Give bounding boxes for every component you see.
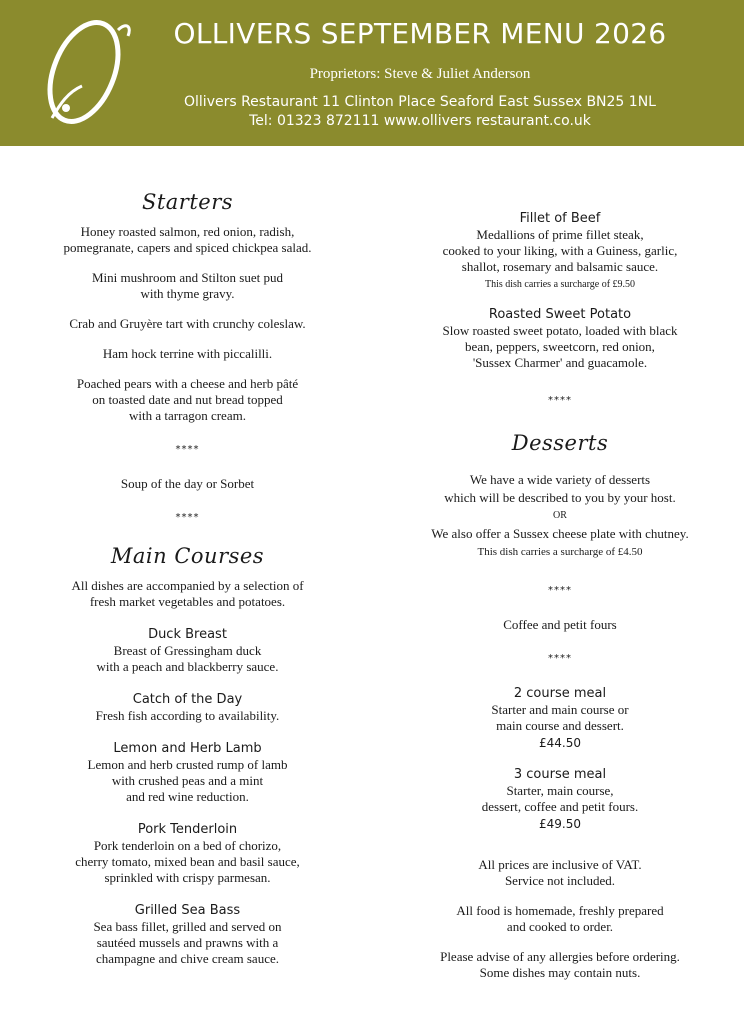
address-block — [140, 93, 700, 131]
proprietors-line: Proprietors: Steve & Juliet Anderson — [309, 66, 531, 82]
footer-note: All prices are inclusive of VAT. Service not included. — [478, 857, 642, 888]
soup-line: Soup of the day or Sorbet — [120, 476, 255, 491]
starter-item: Mini mushroom and Stilton suet pud with thyme gravy. — [91, 270, 284, 301]
address-line: Ollivers Restaurant 11 Clinton Place Seaford East Sussex BN25 1NL — [184, 94, 656, 110]
meal-name: 3 course meal — [513, 767, 607, 782]
separator: **** — [548, 395, 572, 406]
right-column — [400, 210, 720, 981]
dish-name: Pork Tenderloin — [137, 822, 238, 837]
ollivers-logo-icon — [22, 8, 142, 136]
dish-name: Lemon and Herb Lamb — [113, 741, 262, 756]
dish-desc: Sea bass fillet, grilled and served on sautéed mussels and prawns with a champagne and chive cream sauce. — [93, 919, 282, 966]
footer-note: All food is homemade, freshly prepared and cooked to order. — [456, 903, 664, 934]
mains-intro: All dishes are accompanied by a selection of fresh market vegetables and potatoes. — [71, 578, 304, 609]
coffee-line: Coffee and petit fours — [503, 617, 617, 632]
desserts-heading: Desserts — [511, 431, 609, 455]
surcharge-note: This dish carries a surcharge of £9.50 — [484, 279, 636, 290]
meal-price: £49.50 — [539, 817, 581, 831]
meal-price: £44.50 — [539, 736, 581, 750]
footer-note: Please advise of any allergies before ordering. Some dishes may contain nuts. — [440, 949, 680, 980]
dish-desc: Lemon and herb crusted rump of lamb with crushed peas and a mint and red wine reduction. — [87, 757, 288, 804]
separator: **** — [548, 653, 572, 664]
meal-desc: Starter, main course, dessert, coffee and petit fours. — [481, 783, 639, 814]
starter-item: Crab and Gruyère tart with crunchy coleslaw. — [69, 316, 306, 331]
contact-line: Tel: 01323 872111 www.ollivers restaurant.co.uk — [249, 113, 591, 129]
surcharge-note: This dish carries a surcharge of £4.50 — [477, 546, 643, 558]
left-column — [30, 190, 345, 967]
separator: **** — [548, 585, 572, 596]
cheese-plate-line: We also offer a Sussex cheese plate with chutney. — [431, 526, 689, 541]
dish-desc: Breast of Gressingham duck with a peach and blackberry sauce. — [96, 643, 279, 674]
dish-desc: Fresh fish according to availability. — [95, 708, 280, 723]
main-courses-heading: Main Courses — [110, 544, 265, 568]
separator: **** — [175, 444, 200, 455]
dish-name: Grilled Sea Bass — [134, 903, 241, 918]
dish-desc: Pork tenderloin on a bed of chorizo, cherry tomato, mixed bean and basil sauce, sprinkled with crispy parmesan. — [75, 838, 300, 885]
meal-desc: Starter and main course or main course and dessert. — [491, 702, 629, 733]
dish-desc: Slow roasted sweet potato, loaded with black bean, peppers, sweetcorn, red onion, 'Sussex Charmer' and guacamole. — [442, 323, 678, 370]
menu-header — [0, 0, 744, 146]
meal-name: 2 course meal — [513, 686, 607, 701]
menu-title: OLLIVERS SEPTEMBER MENU 2026 — [173, 17, 667, 50]
starters-heading: Starters — [141, 190, 234, 214]
starter-item: Ham hock terrine with piccalilli. — [102, 346, 273, 361]
starter-item: Poached pears with a cheese and herb pâté on toasted date and nut bread topped with a tarragon cream. — [76, 376, 299, 423]
separator: **** — [175, 512, 200, 523]
desserts-text: We have a wide variety of desserts which will be described to you by your host. — [444, 472, 676, 505]
dish-name: Fillet of Beef — [519, 211, 601, 226]
dish-name: Duck Breast — [148, 627, 227, 642]
dish-desc: Medallions of prime fillet steak, cooked to your liking, with a Guiness, garlic, shallot, rosemary and balsamic sauce. — [442, 227, 678, 274]
dish-name: Catch of the Day — [132, 692, 243, 707]
or-divider: OR — [553, 510, 567, 521]
dish-name: Roasted Sweet Potato — [488, 307, 632, 322]
starter-item: Honey roasted salmon, red onion, radish, pomegranate, capers and spiced chickpea salad. — [63, 224, 312, 255]
